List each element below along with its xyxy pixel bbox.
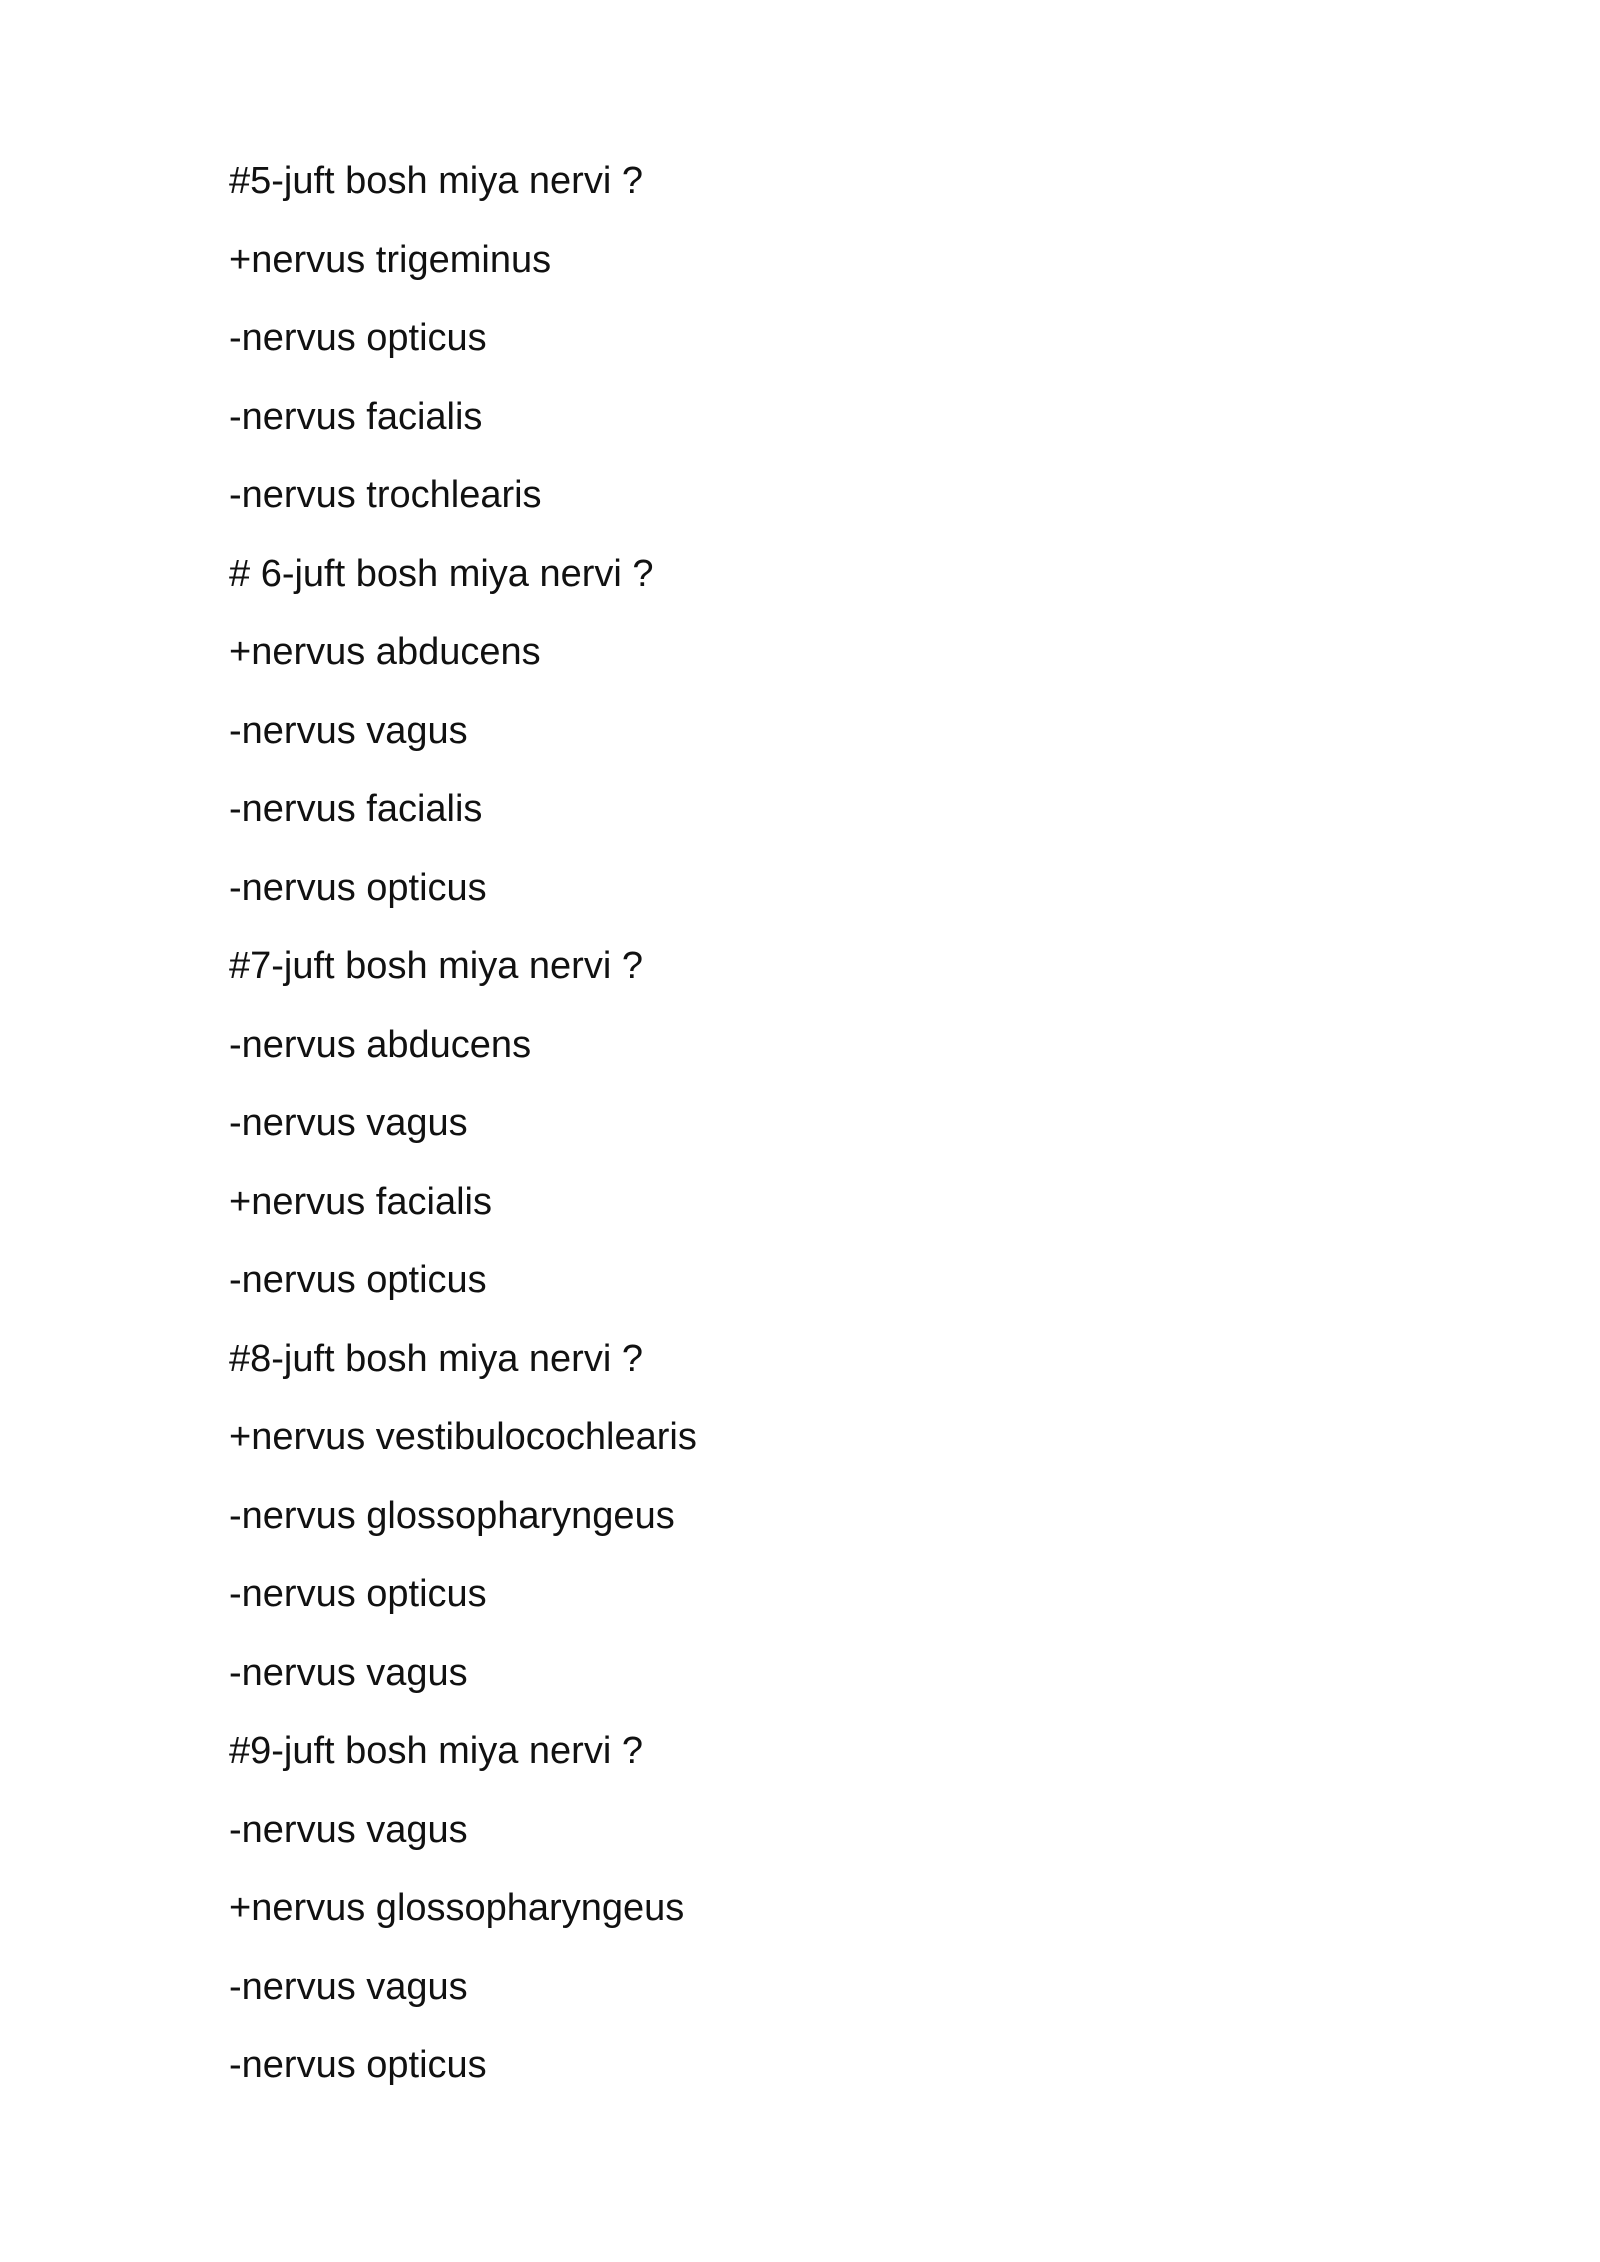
question-8: #8-juft bosh miya nervi ? xyxy=(229,1337,643,1380)
answer-option: -nervus opticus xyxy=(229,1573,487,1615)
answer-option: -nervus opticus xyxy=(229,317,487,359)
answer-option: -nervus opticus xyxy=(229,1259,487,1301)
document-body xyxy=(229,150,1429,2113)
question-5: #5-juft bosh miya nervi ? xyxy=(229,160,643,202)
answer-option: -nervus opticus xyxy=(229,866,487,909)
answer-option: -nervus facialis xyxy=(229,788,483,830)
answer-option: -nervus vagus xyxy=(229,1965,468,2008)
answer-option: -nervus vagus xyxy=(229,1102,468,1144)
answer-option: +nervus vestibulocochlearis xyxy=(229,1416,697,1458)
answer-option: +nervus glossopharyngeus xyxy=(229,1887,685,1929)
answer-option: -nervus opticus xyxy=(229,2044,487,2086)
answer-option: -nervus vagus xyxy=(229,1651,468,1694)
answer-option: -nervus vagus xyxy=(229,709,468,752)
answer-option: -nervus facialis xyxy=(229,395,483,438)
answer-option: -nervus vagus xyxy=(229,1808,468,1851)
answer-option: -nervus glossopharyngeus xyxy=(229,1494,675,1537)
answer-option: +nervus abducens xyxy=(229,631,541,673)
question-6: # 6-juft bosh miya nervi ? xyxy=(229,552,654,595)
question-7: #7-juft bosh miya nervi ? xyxy=(229,945,643,987)
answer-option: -nervus trochlearis xyxy=(229,474,542,516)
answer-option: +nervus trigeminus xyxy=(229,238,552,281)
answer-option: +nervus facialis xyxy=(229,1180,492,1223)
answer-option: -nervus abducens xyxy=(229,1023,532,1066)
question-9: #9-juft bosh miya nervi ? xyxy=(229,1730,643,1772)
